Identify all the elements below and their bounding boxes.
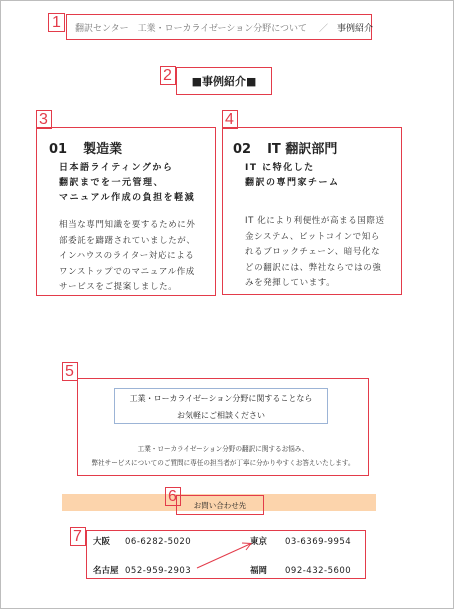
- contact-section: [77, 378, 369, 476]
- office-tokyo: [250, 535, 351, 547]
- annotation-4: 4: [225, 111, 234, 128]
- case-title: 製造業: [83, 142, 123, 157]
- page-title: ■事例紹介■: [176, 67, 272, 95]
- case-heading: [233, 138, 337, 157]
- annotation-6: 6: [168, 488, 177, 505]
- annotation-3: 3: [39, 111, 48, 128]
- annotation-5: 5: [65, 363, 74, 380]
- office-city: 大阪: [93, 537, 111, 547]
- breadcrumb-link-industry[interactable]: 工業・ローカライゼーション分野について: [137, 23, 308, 34]
- contact-description: 工業・ローカライゼーション分野の翻訳に関するお悩み、 弊社サービスについてのご質問に専任の担当者が丁寧に分かりやすくお答えいたします。: [91, 445, 355, 467]
- case-subtitle: 日本語ライティングから 翻訳までを一元管理、 マニュアル作成の負担を軽減: [59, 163, 196, 203]
- office-phones: [86, 530, 366, 579]
- breadcrumb-current: 事例紹介: [337, 23, 374, 34]
- case-body: IT 化により利便性が高まる国際送 金システム、ビットコインで知ら れるブロックチェーン、暗号化な どの翻訳には、弊社ならではの強 みを発揮しています。: [245, 216, 385, 288]
- office-phone[interactable]: 06-6282-5020: [125, 537, 192, 547]
- case-number: 01: [49, 142, 68, 157]
- consultation-line-1: 工業・ローカライゼーション分野に関することなら: [129, 394, 313, 403]
- consultation-line-2: お気軽にご相談ください: [177, 411, 265, 420]
- office-city: 福岡: [250, 566, 268, 576]
- breadcrumb-separator: ／: [319, 23, 329, 34]
- case-card-manufacturing: [36, 127, 216, 296]
- annotation-1: 1: [52, 14, 61, 31]
- office-osaka: [93, 535, 191, 547]
- office-phone[interactable]: 052-959-2903: [125, 566, 192, 576]
- breadcrumb-link-translation-center[interactable]: 翻訳センター: [75, 23, 129, 34]
- office-nagoya: [93, 564, 191, 576]
- annotation-2: 2: [163, 67, 172, 84]
- case-title: IT 翻訳部門: [267, 142, 338, 157]
- case-subtitle: IT に特化した 翻訳の専門家チーム: [245, 163, 340, 188]
- case-card-it: [222, 127, 402, 295]
- case-heading: [49, 138, 122, 157]
- office-phone[interactable]: 03-6369-9954: [285, 537, 352, 547]
- annotation-7: 7: [73, 528, 82, 545]
- office-fukuoka: [250, 564, 351, 576]
- office-city: 名古屋: [93, 566, 119, 576]
- inquiry-button[interactable]: お問い合わせ先: [176, 495, 264, 515]
- breadcrumb: [66, 14, 372, 40]
- case-body: 相当な専門知識を要するために外 部委託を躊躇されていましたが、 インハウスのライター対応による ワンストップでのマニュアル作成 サービスをご提案しました。: [59, 220, 196, 292]
- office-phone[interactable]: 092-432-5600: [285, 566, 352, 576]
- arrow-icon: [195, 539, 255, 571]
- consultation-box: [114, 388, 328, 424]
- office-city: 東京: [250, 537, 268, 547]
- case-number: 02: [233, 142, 252, 157]
